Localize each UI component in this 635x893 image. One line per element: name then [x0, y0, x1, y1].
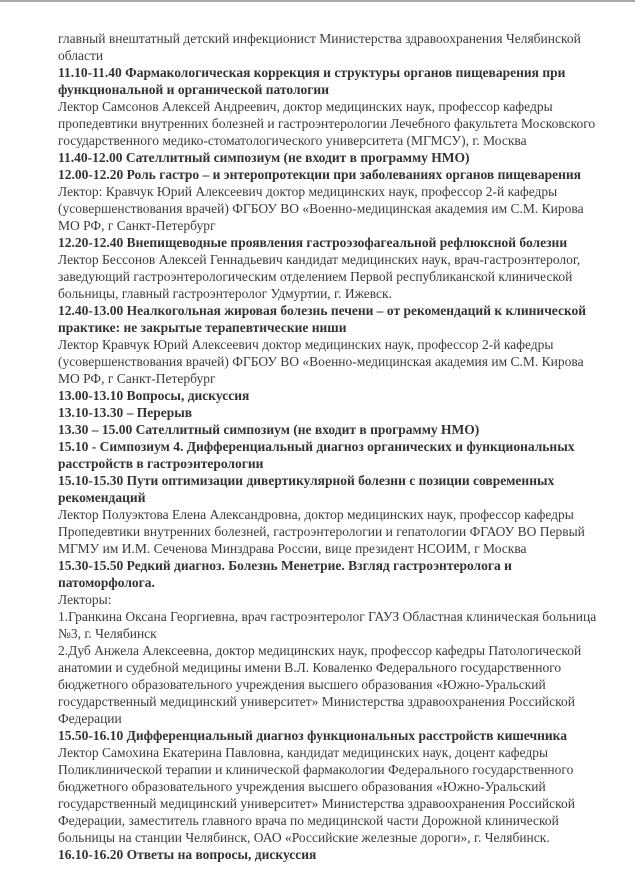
- session-heading: 13.10-13.30 – Перерыв: [58, 405, 193, 420]
- session-heading: 11.10-11.40 Фармакологическая коррекция и структуры органов пищеварения при функциональной и органической патологии: [58, 65, 566, 97]
- session-heading: 12.20-12.40 Внепищеводные проявления гастроэзофагеальной рефлюксной болезни: [58, 235, 568, 250]
- session-heading: 15.50-16.10 Дифференциальный диагноз функциональных расстройств кишечника: [58, 728, 567, 743]
- session-heading: 12.00-12.20 Роль гастро – и энтеропротекции при заболеваниях органов пищеварения: [58, 167, 581, 182]
- lecturer-info: Лектор Самсонов Алексей Андреевич, доктор медицинских наук, профессор кафедры пропедевтики внутренних болезней и гастроэнтерологии Лечебного факультета Московского государственного медико-стоматологического университета (МГМСУ), г. Москва: [58, 99, 596, 148]
- session-heading: 15.30-15.50 Редкий диагноз. Болезнь Менетрие. Взгляд гастроэнтеролога и патоморфолога.: [58, 558, 512, 590]
- session-heading: 12.40-13.00 Неалкогольная жировая болезнь печени – от рекомендаций к клинической практике: не закрытые терапевтические ниши: [58, 303, 587, 335]
- lecturer-list-item: 1.Гранкина Оксана Георгиевна, врач гастроэнтеролог ГАУЗ Областная клиническая больница №3, г. Челябинск: [58, 609, 597, 641]
- session-heading: 16.10-16.20 Ответы на вопросы, дискуссия: [58, 847, 317, 862]
- symposium-heading: 15.10 - Симпозиум 4. Дифференциальный диагноз органических и функциональных расстройств в гастроэнтерологии: [58, 439, 575, 471]
- lecturer-info: Лектор Самохина Екатерина Павловна, кандидат медицинских наук, доцент кафедры Поликлинической терапии и клинической фармакологии Федерального государственного бюджетного образовательного учреждения высшего образования «Южно-Уральский государственный медицинский университет» Министерства здравоохранения Российской Федерации, заместитель главного врача по медицинской части Дорожной клинической больницы на станции Челябинск, ОАО «Российские железные дороги», г. Челябинск.: [58, 745, 575, 845]
- session-heading: 13.00-13.10 Вопросы, дискуссия: [58, 388, 250, 403]
- lecturers-label: Лекторы:: [58, 592, 112, 607]
- lecturer-info: Лектор Бессонов Алексей Геннадьевич кандидат медицинских наук, врач-гастроэнтеролог, заведующий гастроэнтерологическим отделением Первой республиканской клинической больницы, главный гастроэнтеролог Удмуртии, г. Ижевск.: [58, 252, 581, 301]
- lecturer-list-item: 2.Дуб Анжела Алексеевна, доктор медицинских наук, профессор кафедры Патологической анатомии и судебной медицины имени В.Л. Коваленко Федерального государственного бюджетного образовательного учреждения высшего образования «Южно-Уральский государственный медицинский университет» Министерства здравоохранения Российской Федерации: [58, 643, 582, 726]
- program-schedule-text: [58, 30, 603, 863]
- page-continuation-text: главный внештатный детский инфекционист Министерства здравоохранения Челябинской области: [58, 31, 581, 63]
- lecturer-info: Лектор Кравчук Юрий Алексеевич доктор медицинских наук, профессор 2-й кафедры (усовершенствования врачей) ФГБОУ ВО «Военно-медицинская академия им С.М. Кирова МО РФ, г Санкт-Петербург: [58, 337, 584, 386]
- lecturer-info: Лектор Полуэктова Елена Александровна, доктор медицинских наук, профессор кафедры Пропедевтики внутренних болезней, гастроэнтерологии и гепатологии ФГАОУ ВО Первый МГМУ им И.М. Сеченова Минздрава России, вице президент НСОИМ, г Москва: [58, 507, 585, 556]
- session-heading: 13.30 – 15.00 Сателлитный симпозиум (не входит в программу НМО): [58, 422, 480, 437]
- session-heading: 15.10-15.30 Пути оптимизации дивертикулярной болезни с позиции современных рекомендаций: [58, 473, 555, 505]
- lecturer-info: Лектор: Кравчук Юрий Алексеевич доктор медицинских наук, профессор 2-й кафедры (усовершенствования врачей) ФГБОУ ВО «Военно-медицинская академия им С.М. Кирова МО РФ, г Санкт-Петербург: [58, 184, 584, 233]
- session-heading: 11.40-12.00 Сателлитный симпозиум (не входит в программу НМО): [58, 150, 470, 165]
